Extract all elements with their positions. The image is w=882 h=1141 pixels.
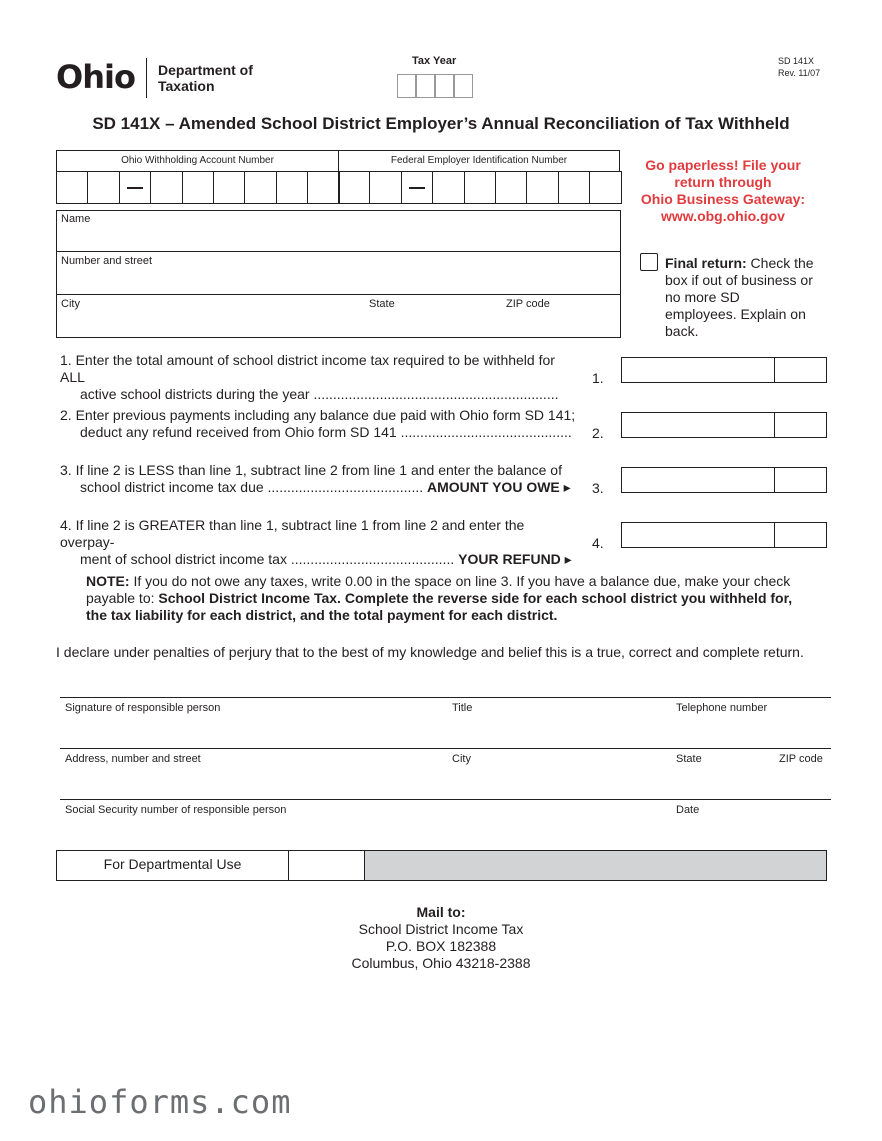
line-1-text-2-body: active school districts during the year ............................................................... [80, 386, 559, 402]
street-field-label: Number and street [61, 255, 153, 267]
final-return-instructions: Check the box if out of business or no more SD employees. Explain on back. [665, 255, 814, 339]
address-divider-1 [56, 251, 621, 252]
fein-digit-2[interactable] [369, 171, 401, 204]
resp-address-field[interactable] [60, 767, 445, 797]
line-2-number: 2. [592, 425, 604, 441]
city-field[interactable] [58, 312, 358, 336]
line-4-tag: YOUR REFUND [458, 551, 561, 567]
resp-address-label: Address, number and street [65, 753, 201, 765]
department-name [158, 62, 253, 94]
form-title: SD 141X – Amended School District Employer’s Annual Reconciliation of Tax Withheld [92, 114, 790, 133]
promo-url[interactable]: www.obg.ohio.gov [661, 208, 785, 224]
mailing-address [0, 904, 882, 972]
state-field[interactable] [366, 312, 496, 336]
resp-state-field[interactable] [674, 767, 774, 797]
note-paragraph [86, 573, 816, 624]
resp-zip-label: ZIP code [779, 753, 823, 765]
fein-label: Federal Employer Identification Number [390, 155, 568, 166]
fein-digit-9[interactable] [589, 171, 621, 204]
fein-digit-8[interactable] [558, 171, 590, 204]
ohio-account-digit-8[interactable] [276, 171, 308, 204]
line-3-description [60, 462, 580, 496]
tax-year-digit-3[interactable] [435, 74, 454, 98]
mail-line-2: P.O. BOX 182388 [385, 938, 497, 954]
promo-line-1: Go paperless! File your [645, 157, 801, 173]
line-4-number: 4. [592, 535, 604, 551]
watermark: ohioforms.com [28, 1083, 292, 1121]
ohio-account-label: Ohio Withholding Account Number [121, 155, 274, 166]
line-3-text-2-body: school district income tax due ........................................ [80, 479, 428, 495]
promo-line-2: return through [674, 174, 772, 190]
note-bold-text: School District Income Tax. Complete the reverse side for each school district you withheld for, the tax liability for each district, and the total payment for each district. [86, 590, 793, 623]
address-divider-2 [56, 294, 621, 295]
department-line-2: Taxation [158, 78, 215, 94]
ssn-label: Social Security number of responsible person [65, 804, 287, 816]
fein-digit-4[interactable] [432, 171, 464, 204]
ohio-logo: Ohio [56, 58, 135, 96]
ohio-account-digit-1[interactable] [56, 171, 88, 204]
line-1-amount-field[interactable] [621, 357, 827, 383]
resp-city-label: City [452, 753, 471, 765]
final-return-label: Final return: [665, 255, 747, 271]
tax-year-digit-1[interactable] [397, 74, 416, 98]
ohio-account-header [56, 150, 339, 172]
ohio-account-digit-2[interactable] [87, 171, 119, 204]
fein-header [338, 150, 620, 172]
city-field-label: City [61, 298, 80, 310]
mail-heading: Mail to: [416, 904, 466, 920]
departmental-use-label: For Departmental Use [103, 856, 242, 872]
departmental-use-box [56, 850, 827, 881]
line-1-text-1: 1. Enter the total amount of school district income tax required to be withheld for ALL [60, 352, 555, 385]
line-3-amount-field[interactable] [621, 467, 827, 493]
mail-line-3: Columbus, Ohio 43218-2388 [351, 955, 531, 971]
tax-year-label: Tax Year [412, 55, 457, 67]
form-revision: Rev. 11/07 [778, 68, 821, 78]
line-1-text-2 [60, 386, 580, 403]
line-2-description [60, 407, 580, 441]
date-field[interactable] [674, 818, 829, 844]
line-4-description [60, 517, 580, 568]
line-2-text-2-body: deduct any refund received from Ohio form SD 141 ............................................ [80, 424, 572, 440]
line-3-tag: AMOUNT YOU OWE [427, 479, 560, 495]
signature-label: Signature of responsible person [65, 702, 221, 714]
line-4-text-2 [60, 551, 580, 568]
line-3-cents-divider [774, 467, 775, 493]
fein-digit-6[interactable] [495, 171, 527, 204]
line-2-cents-divider [774, 412, 775, 438]
zip-field-label: ZIP code [506, 298, 550, 310]
telephone-field[interactable] [674, 716, 829, 746]
logo-divider [146, 58, 147, 98]
note-label: NOTE: [86, 573, 130, 589]
line-1-number: 1. [592, 370, 604, 386]
paperless-promo [630, 157, 816, 225]
ohio-account-separator [127, 187, 143, 189]
resp-zip-field[interactable] [777, 767, 829, 797]
line-4-text-2-body: ment of school district income tax .......................................... [80, 551, 459, 567]
mail-line-1: School District Income Tax [358, 921, 524, 937]
name-field-label: Name [61, 213, 91, 225]
ohio-account-digit-7[interactable] [244, 171, 276, 204]
line-4-text-1: 4. If line 2 is GREATER than line 1, subtract line 1 from line 2 and enter the overpay- [60, 517, 525, 550]
departmental-use-divider-1 [288, 851, 289, 880]
fein-digit-5[interactable] [464, 171, 496, 204]
title-label: Title [452, 702, 473, 714]
note-text: If you do not owe any taxes, write 0.00 in the space on line 3. If you have a balance due, make your check payable to: [86, 573, 791, 606]
ohio-account-digit-4[interactable] [150, 171, 182, 204]
arrow-icon: ▸ [559, 479, 571, 495]
ohio-account-digit-9[interactable] [307, 171, 339, 204]
fein-digit-7[interactable] [526, 171, 558, 204]
department-line-1: Department of [158, 62, 253, 78]
resp-city-field[interactable] [450, 767, 670, 797]
fein-separator [409, 187, 425, 189]
ssn-line [60, 799, 831, 800]
state-field-label: State [369, 298, 395, 310]
line-3-text-2 [60, 479, 580, 496]
departmental-use-shaded [365, 851, 826, 880]
name-field[interactable] [58, 226, 618, 250]
address-line [60, 748, 831, 749]
line-1-cents-divider [774, 357, 775, 383]
line-3-number: 3. [592, 480, 604, 496]
ohio-account-digit-6[interactable] [213, 171, 245, 204]
form-number: SD 141X [778, 56, 815, 66]
title-field[interactable] [450, 716, 670, 746]
promo-line-3: Ohio Business Gateway: [640, 191, 806, 207]
line-1-description [60, 352, 580, 403]
resp-state-label: State [676, 753, 702, 765]
line-3-text-1: 3. If line 2 is LESS than line 1, subtract line 2 from line 1 and enter the balance of [60, 462, 562, 478]
signature-line [60, 697, 831, 698]
fein-digit-1[interactable] [338, 171, 370, 204]
final-return-checkbox[interactable] [640, 253, 658, 271]
final-return-text [665, 255, 815, 340]
line-4-amount-field[interactable] [621, 522, 827, 548]
arrow-icon: ▸ [560, 551, 572, 567]
ssn-field[interactable] [60, 818, 660, 844]
tax-year-digit-2[interactable] [416, 74, 435, 98]
zip-field[interactable] [503, 312, 618, 336]
street-field[interactable] [58, 268, 618, 292]
line-4-cents-divider [774, 522, 775, 548]
line-2-text-1: 2. Enter previous payments including any balance due paid with Ohio form SD 141; [60, 407, 576, 423]
tax-year-digit-4[interactable] [454, 74, 473, 98]
form-id [778, 55, 820, 79]
line-2-amount-field[interactable] [621, 412, 827, 438]
date-label: Date [676, 804, 700, 816]
line-2-text-2 [60, 424, 580, 441]
ohio-account-digit-5[interactable] [182, 171, 214, 204]
signature-field[interactable] [60, 716, 445, 746]
telephone-label: Telephone number [676, 702, 768, 714]
perjury-declaration: I declare under penalties of perjury that to the best of my knowledge and belief this is a true, correct and complete return. [56, 644, 804, 660]
